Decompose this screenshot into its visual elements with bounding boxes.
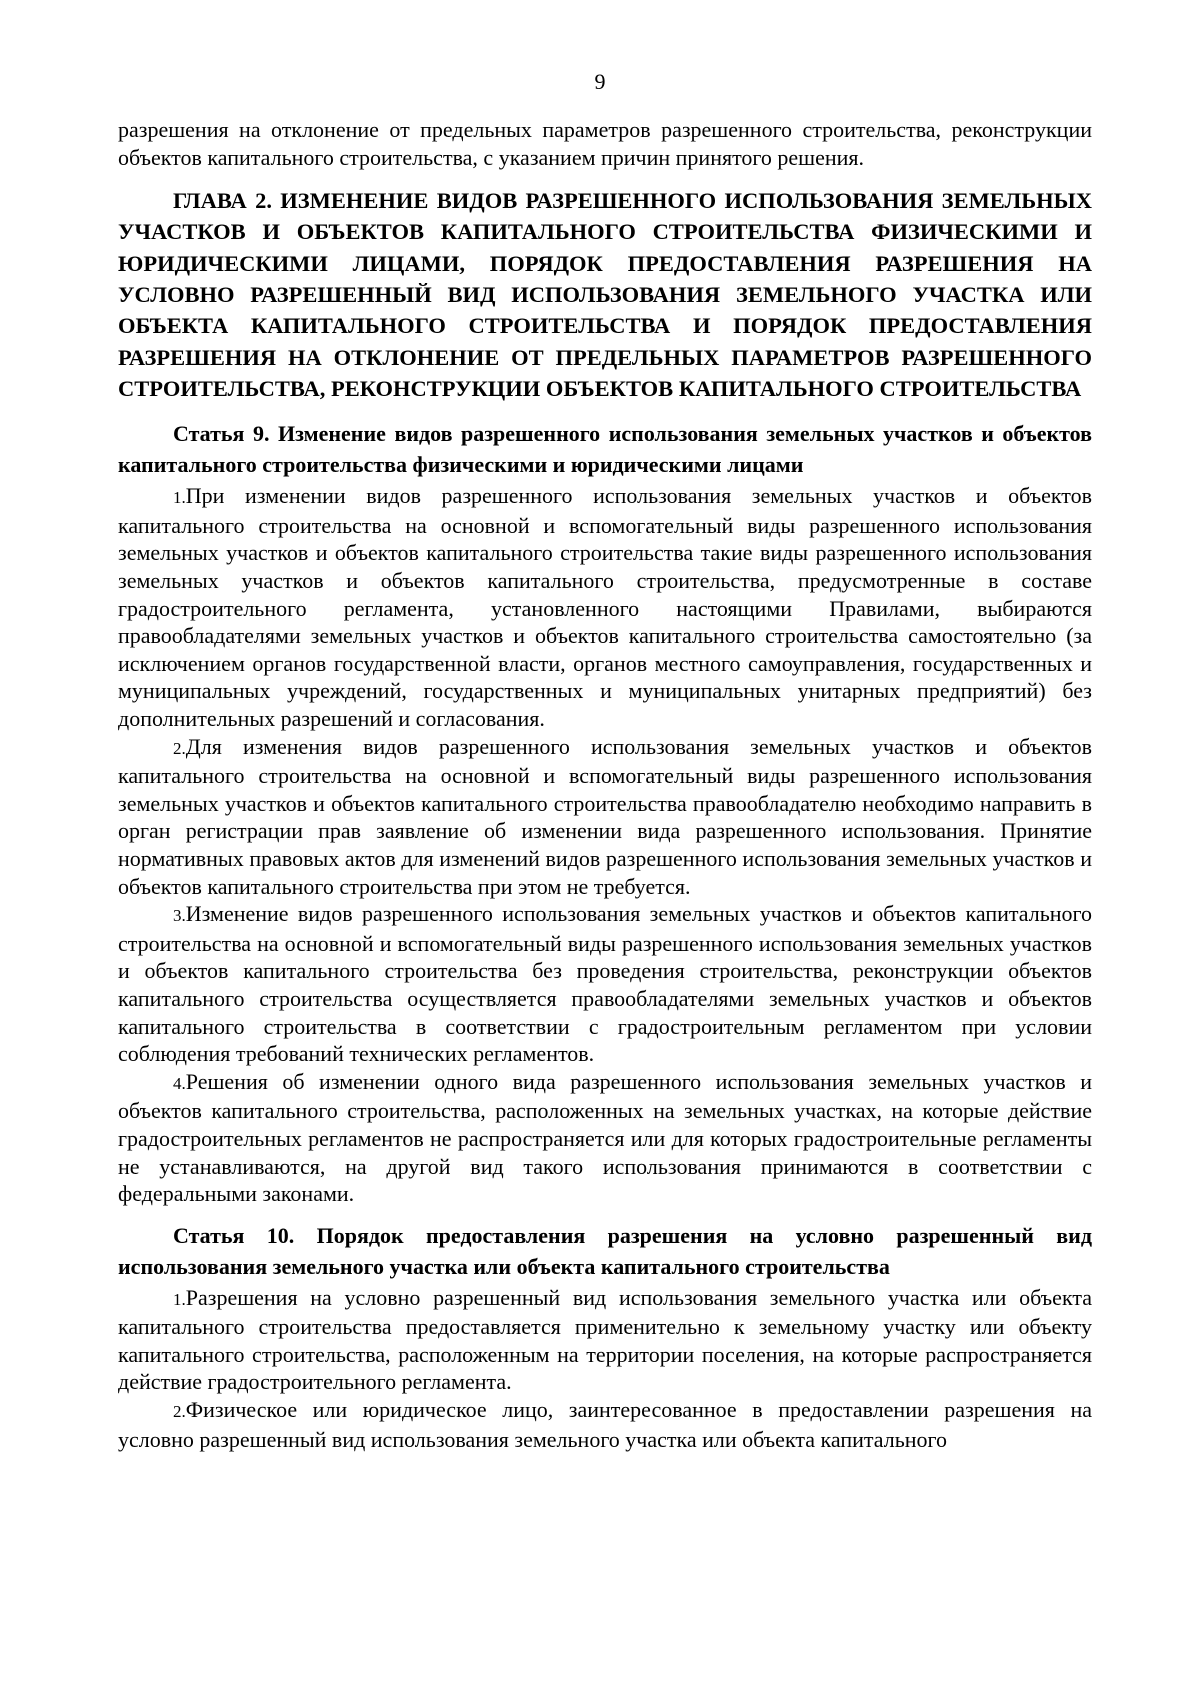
item-number: 4. (173, 1073, 186, 1093)
item-number: 1. (173, 1289, 186, 1309)
item-text: При изменении видов разрешенного использования земельных участков и объектов капитального строительства на основной и вспомогательный виды разрешенного использования земельных участков и объектов капитального строительства такие виды разрешенного использования земельных участков и объектов капитального строительства, предусмотренные в составе градостроительного регламента, установленного настоящими Правилами, выбираются правообладателями земельных участков и объектов капитального строительства самостоятельно (за исключением органов государственной власти, органов местного самоуправления, государственных и муниципальных учреждений, государственных и муниципальных унитарных предприятий) без дополнительных разрешений и согласования. (118, 483, 1092, 732)
article-10-item-2 (118, 1396, 1092, 1453)
intro-paragraph: разрешения на отклонение от предельных параметров разрешенного строительства, реконструкции объектов капитального строительства, с указанием причин принятого решения. (118, 117, 1092, 170)
item-number: 3. (173, 906, 186, 926)
item-text: Для изменения видов разрешенного использования земельных участков и объектов капитального строительства на основной и вспомогательный виды разрешенного использования земельных участков и объектов капитального строительства правообладателю необходимо направить в орган регистрации прав заявление об изменении вида разрешенного использования. Принятие нормативных правовых актов для изменений видов разрешенного использования земельных участков и объектов капитального строительства при этом не требуется. (118, 733, 1092, 899)
chapter-heading: ГЛАВА 2. ИЗМЕНЕНИЕ ВИДОВ РАЗРЕШЕННОГО ИСПОЛЬЗОВАНИЯ ЗЕМЕЛЬНЫХ УЧАСТКОВ И ОБЪЕКТОВ КАПИТАЛЬНОГО СТРОИТЕЛЬСТВА ФИЗИЧЕСКИМИ И ЮРИДИЧЕСКИМИ ЛИЦАМИ, ПОРЯДОК ПРЕДОСТАВЛЕНИЯ РАЗРЕШЕНИЯ НА УСЛОВНО РАЗРЕШЕННЫЙ ВИД ИСПОЛЬЗОВАНИЯ ЗЕМЕЛЬНОГО УЧАСТКА ИЛИ ОБЪЕКТА КАПИТАЛЬНОГО СТРОИТЕЛЬСТВА И ПОРЯДОК ПРЕДОСТАВЛЕНИЯ РАЗРЕШЕНИЯ НА ОТКЛОНЕНИЕ ОТ ПРЕДЕЛЬНЫХ ПАРАМЕТРОВ РАЗРЕШЕННОГО СТРОИТЕЛЬСТВА, РЕКОНСТРУКЦИИ ОБЪЕКТОВ КАПИТАЛЬНОГО СТРОИТЕЛЬСТВА (118, 188, 1092, 401)
item-number: 2. (173, 1402, 186, 1422)
article-9-item-1 (118, 482, 1092, 732)
article-9-item-3 (118, 900, 1092, 1068)
item-text: Изменение видов разрешенного использования земельных участков и объектов капитального строительства на основной и вспомогательный виды разрешенного использования земельных участков и объектов капитального строительства без проведения строительства, реконструкции объектов капитального строительства осуществляется правообладателями земельных участков и объектов капитального строительства в соответствии с градостроительным регламентом при условии соблюдения требований технических регламентов. (118, 901, 1092, 1067)
article-9-title: Статья 9. Изменение видов разрешенного использования земельных участков и объектов капитального строительства физическими и юридическими лицами (118, 421, 1092, 478)
page-content (118, 116, 1092, 1453)
item-text: Физическое или юридическое лицо, заинтересованное в предоставлении разрешения на условно разрешенный вид использования земельного участка или объекта капитального (118, 1397, 1092, 1452)
article-10-title: Статья 10. Порядок предоставления разрешения на условно разрешенный вид использования земельного участка или объекта капитального строительства (118, 1222, 1092, 1279)
item-number: 2. (173, 738, 186, 758)
item-number: 1. (173, 488, 186, 508)
article-9-item-2 (118, 733, 1092, 901)
article-9-item-4 (118, 1068, 1092, 1208)
item-text: Разрешения на условно разрешенный вид использования земельного участка или объекта капитального строительства предоставляется применительно к земельному участку или объекту капитального строительства, расположенным на территории поселения, на которые распространяется действие градостроительного регламента. (118, 1284, 1092, 1395)
article-10-item-1 (118, 1284, 1092, 1396)
item-text: Решения об изменении одного вида разрешенного использования земельных участков и объектов капитального строительства, расположенных на земельных участках, на которые действие градостроительных регламентов не распространяется или для которых градостроительные регламенты не устанавливаются, на другой вид такого использования принимаются в соответствии с федеральными законами. (118, 1068, 1092, 1207)
page-number: 9 (594, 69, 606, 94)
